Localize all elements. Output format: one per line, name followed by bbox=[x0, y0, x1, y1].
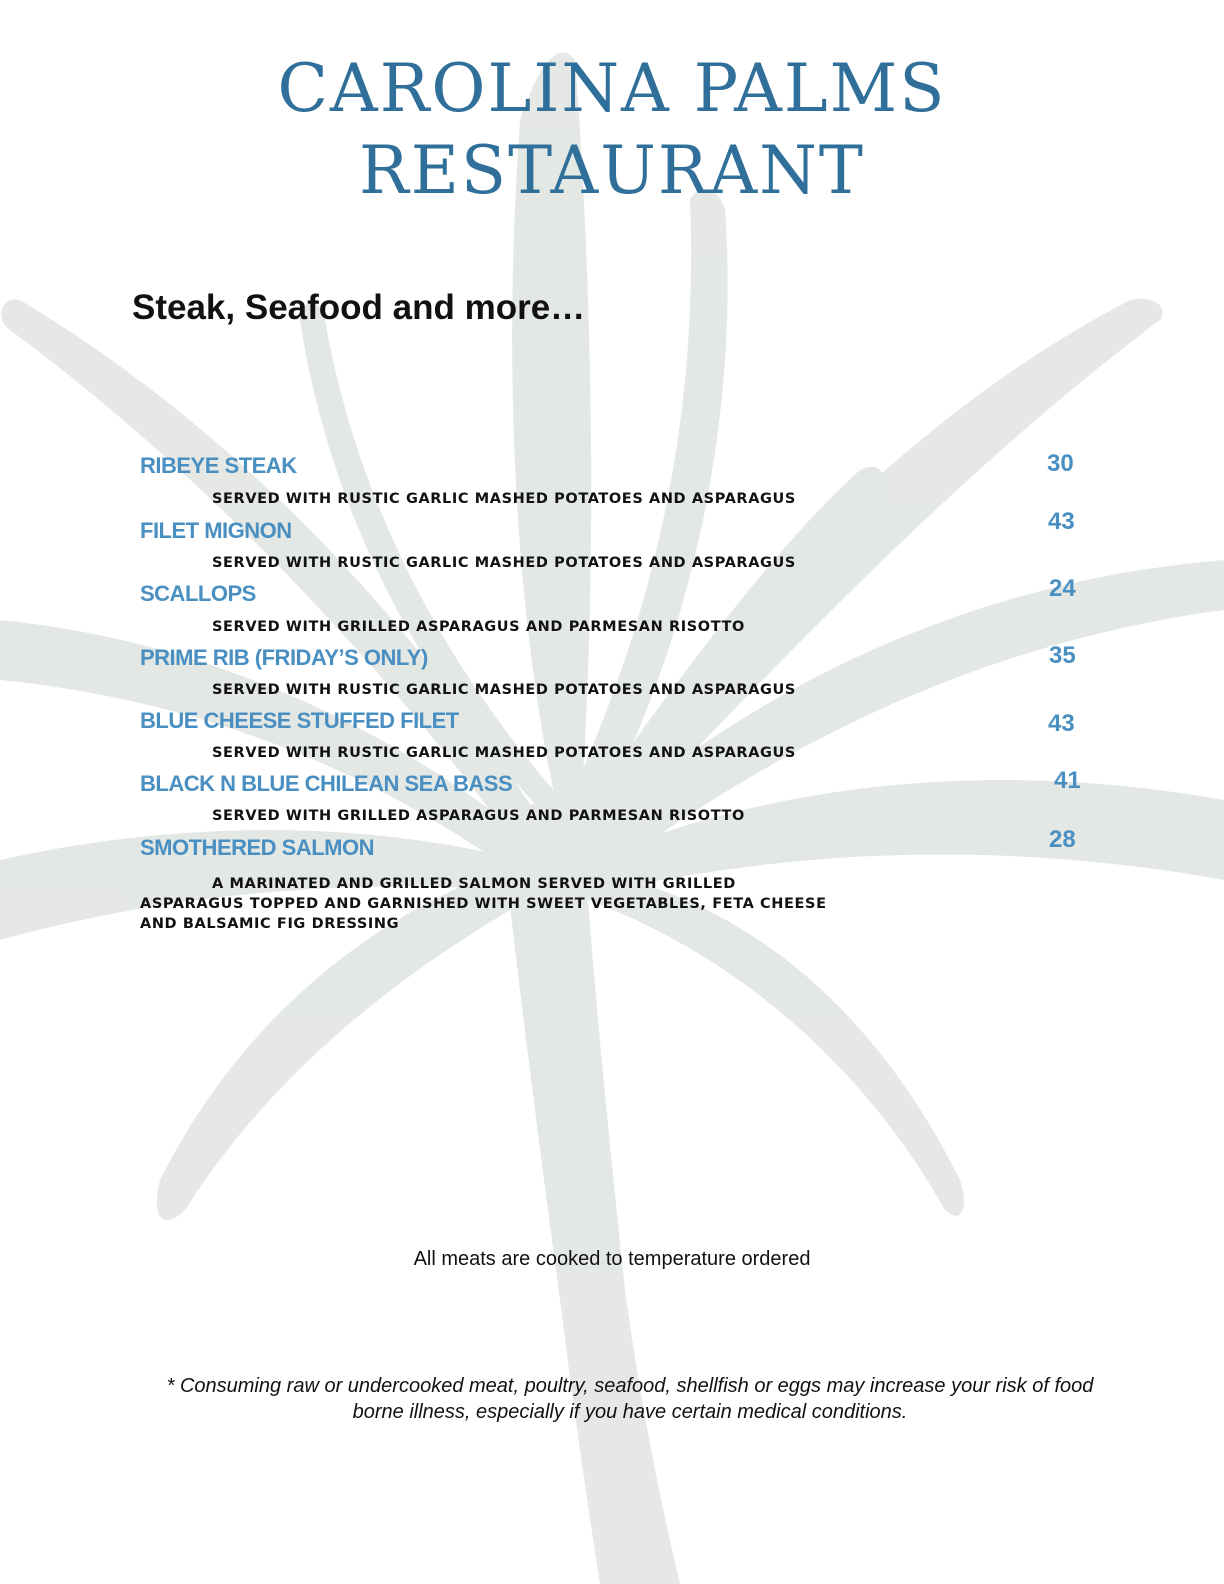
menu-item-name: BLUE CHEESE STUFFED FILET bbox=[140, 708, 459, 733]
menu-item-name: SCALLOPS bbox=[140, 581, 256, 606]
menu-item-description: SERVED WITH GRILLED ASPARAGUS AND PARMESAN RISOTTO bbox=[212, 808, 745, 824]
menu-item-description: SERVED WITH RUSTIC GARLIC MASHED POTATOES AND ASPARAGUS bbox=[212, 491, 796, 507]
menu-item-description: SERVED WITH GRILLED ASPARAGUS AND PARMESAN RISOTTO bbox=[212, 619, 745, 635]
menu-item-price: 43 bbox=[1048, 508, 1075, 535]
menu-item-description: SERVED WITH RUSTIC GARLIC MASHED POTATOES AND ASPARAGUS bbox=[212, 555, 796, 571]
menu-item-name: RIBEYE STEAK bbox=[140, 453, 297, 478]
menu-item-price: 30 bbox=[1047, 450, 1074, 477]
restaurant-title-line2: RESTAURANT bbox=[359, 132, 865, 209]
menu-item-name: FILET MIGNON bbox=[140, 518, 292, 543]
menu-item-name: BLACK N BLUE CHILEAN SEA BASS bbox=[140, 771, 513, 796]
restaurant-title-line1: CAROLINA PALMS bbox=[277, 50, 947, 127]
menu-item-name: PRIME RIB (FRIDAY’S ONLY) bbox=[140, 645, 428, 670]
temperature-note: All meats are cooked to temperature ordered bbox=[413, 1248, 811, 1270]
menu-item-price: 43 bbox=[1048, 710, 1075, 737]
menu-item-price: 28 bbox=[1049, 826, 1076, 853]
menu-item-price: 35 bbox=[1049, 642, 1076, 669]
menu-item-description: SERVED WITH RUSTIC GARLIC MASHED POTATOES AND ASPARAGUS bbox=[212, 682, 796, 698]
section-heading: Steak, Seafood and more… bbox=[132, 288, 586, 327]
health-disclaimer: * Consuming raw or undercooked meat, poultry, seafood, shellfish or eggs may increase your risk of food borne illness, especially if you have certain medical conditions. bbox=[166, 1375, 1094, 1423]
menu-item-description: A MARINATED AND GRILLED SALMON SERVED WITH GRILLED ASPARAGUS TOPPED AND GARNISHED WITH SWEET VEGETABLES, FETA CHEESE AND BALSAMIC FIG DRESSING bbox=[140, 876, 827, 932]
menu-item-price: 41 bbox=[1054, 767, 1081, 794]
menu-item-description: SERVED WITH RUSTIC GARLIC MASHED POTATOES AND ASPARAGUS bbox=[212, 745, 796, 761]
menu-item-name: SMOTHERED SALMON bbox=[140, 835, 374, 860]
menu-item-price: 24 bbox=[1049, 575, 1076, 602]
